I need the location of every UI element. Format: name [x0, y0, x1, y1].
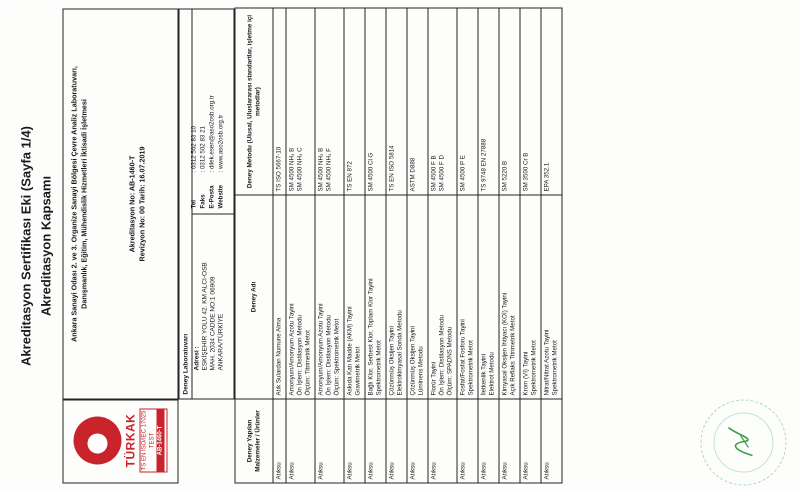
turkak-emblem-icon [73, 416, 121, 464]
logo-band [139, 408, 167, 472]
table-row [428, 8, 457, 483]
material-cell: Atıksu [541, 399, 562, 483]
table-row [457, 8, 478, 483]
material-cell: Atıksu [520, 399, 541, 483]
table-row [541, 8, 562, 483]
test-line: Kimyasal Oksijen İhtiyacı (KOİ) Tayini [501, 292, 508, 395]
test-line: Açık Reflaks Titrimetrik Metot [509, 314, 516, 395]
method-cell [386, 8, 407, 195]
material-cell: Atıksu [273, 399, 286, 483]
method-line: SM 4500 NH₃ C [296, 146, 303, 191]
method-cell [457, 8, 478, 195]
accreditation-info [127, 13, 147, 394]
test-cell [478, 195, 499, 399]
method-line: EPA 352.1 [543, 162, 550, 191]
method-cell [428, 8, 457, 195]
method-cell [520, 8, 541, 195]
header-material: Deney Yapılan Malzemeler / Ürünler [235, 399, 273, 483]
test-line: Ön İşlem: Distilasyon Metodu [325, 314, 332, 395]
test-cell [344, 195, 365, 399]
method-line: SM 3500 Cr B [522, 152, 529, 191]
signature-icon [722, 421, 762, 461]
test-line: Çözünmüş Oksijen Tayini [409, 325, 416, 395]
test-line: Ölçüm: SPADNS Metodu [446, 326, 453, 395]
table-row [478, 8, 499, 483]
method-cell [541, 8, 562, 195]
test-line: Çözünmüş Oksijen Tayini [388, 325, 395, 395]
method-line: SM 4500 NH₃ F [325, 147, 332, 191]
method-line: SM 4500 F D [438, 154, 445, 191]
test-line: Bağlı Klor, Serbest Klor, Toplam Klor Tayini [367, 277, 374, 395]
method-cell [365, 8, 386, 195]
table-row [273, 8, 286, 483]
test-cell [386, 195, 407, 399]
material-cell: Atıksu [365, 399, 386, 483]
test-cell [407, 195, 428, 399]
test-line: Ön İşlem: Distilasyon Metodu [296, 314, 303, 395]
test-line: Gravimetrik Metot [354, 346, 361, 395]
organization-name [69, 13, 89, 394]
method-cell [273, 8, 286, 195]
test-cell [457, 195, 478, 399]
table-row [407, 8, 428, 483]
test-line: Amonyum/Amonyum Azotu Tayini [288, 302, 295, 395]
method-cell [315, 8, 344, 195]
test-line: Ölçüm: Titrimetrik Metot [304, 329, 311, 395]
organization-name-line: Ankara Sanayi Odası 2. ve 3. Organize Sanayi Bölgesi Çevre Analiz Laboratuvarı, [69, 65, 78, 342]
test-cell [541, 195, 562, 399]
table-row [365, 8, 386, 483]
lab-info-box [178, 8, 234, 399]
scope-table [234, 7, 562, 483]
table-row [499, 8, 520, 483]
test-line: Spektrometrik Metot [375, 339, 382, 395]
lab-type-label: Deney Laboratuvarı [182, 333, 189, 394]
table-row [286, 8, 315, 483]
method-line: SM 4500 Cl G [367, 152, 374, 191]
method-line: SM 4500 NH₃ B [317, 147, 324, 191]
lab-address [201, 220, 225, 370]
contact-info [189, 95, 225, 208]
document-title: Akreditasyon Sertifikası Eki (Sayfa 1/4) [18, 125, 33, 366]
method-line: SM 5220 B [501, 160, 508, 191]
contact-row: E-Posta: dilek.esen@aso2osb.org.tr [208, 94, 215, 208]
logo-box [62, 399, 178, 483]
address-line: ESKİŞEHİR YOLU 42. KM ALCI-OSB [201, 261, 208, 370]
method-line: TS EN ISO 5814 [388, 144, 395, 191]
contact-row: Faks: 0312 502 83 21 [199, 125, 206, 208]
test-cell [520, 195, 541, 399]
method-line: TS 9748 EN 27888 [480, 138, 487, 191]
material-cell: Atıksu [407, 399, 428, 483]
test-line: Fosfat/Fosfat Fosforu Tayini [459, 318, 466, 395]
turkak-logo [73, 406, 169, 474]
logo-name: TÜRKAK [123, 413, 137, 467]
method-cell [407, 8, 428, 195]
method-cell [478, 8, 499, 195]
test-line: Askıda Katı Madde (AKM) Tayini [346, 306, 353, 395]
header-test: Deney Adı [235, 195, 273, 399]
organization-box [62, 8, 178, 399]
method-cell [344, 8, 365, 195]
address-line: ANKARA/TÜRKİYE [217, 313, 224, 370]
test-cell [273, 195, 286, 399]
method-line: TS ISO 5667-10 [275, 146, 282, 191]
test-line: Spektrometrik Metot [467, 339, 474, 395]
accreditation-number: Akreditasyon No: AB-1460-T [127, 155, 136, 252]
method-line: SM 4500 NH₃ B [288, 147, 295, 191]
material-cell: Atıksu [286, 399, 315, 483]
test-line: Spektrometrik Metot [551, 339, 558, 395]
table-row [386, 8, 407, 483]
test-line: Elektrokimyasal Sonda Metodu [396, 309, 403, 395]
header-method: Deney Metodu (Ulusal, Uluslararası standartlar, işletme içi metodlar) [235, 8, 273, 195]
test-cell [365, 195, 386, 399]
address-line: MAH. 2034 CADDE NO:1 06909 [209, 276, 216, 370]
test-line: Ölçüm: Spektrometrik Metot [333, 318, 340, 395]
logo-type: TEST [149, 432, 155, 448]
material-cell: Atıksu [428, 399, 457, 483]
test-cell [499, 195, 520, 399]
organization-name-line: Danışmanlık, Eğitim, Mühendislik Hizmetleri İktisadi İşletmesi [79, 98, 88, 309]
material-cell: Atıksu [478, 399, 499, 483]
test-line: Lüminens Metodu [417, 345, 424, 395]
test-line: Elektrot Metodu [488, 351, 495, 395]
contact-row: Website: www.aso2osb.org.tr [217, 114, 224, 208]
method-cell [499, 8, 520, 195]
logo-standard: TS EN ISO/IEC 17025 [141, 410, 147, 470]
revision-info: Revizyon No: 00 Tarih: 16.07.2019 [137, 146, 146, 261]
document-subtitle: Akreditasyon Kapsamı [38, 175, 53, 316]
contact-row: Tel: 0312 502 83 10 [190, 125, 197, 208]
table-row [520, 8, 541, 483]
table-row [344, 8, 365, 483]
test-cell [286, 195, 315, 399]
method-line: TS EN 872 [346, 160, 353, 191]
test-cell [315, 195, 344, 399]
test-line: Amonyum/Amonyum Azotu Tayini [317, 302, 324, 395]
test-cell [428, 195, 457, 399]
logo-accreditation-no: AB-1460-T [156, 409, 164, 471]
material-cell: Atıksu [315, 399, 344, 483]
test-line: Florür Tayini [430, 361, 437, 395]
test-line: Atık Sulardan Numune Alma [275, 317, 282, 395]
address-label: Adresi : [193, 345, 200, 370]
test-line: Spektrometrik Metot [530, 339, 537, 395]
table-header-row [235, 8, 273, 483]
table-row [315, 8, 344, 483]
test-line: Nitrat/Nitrat Azotu Tayini [543, 329, 550, 395]
test-line: Ön İşlem: Distilasyon Metodu [438, 314, 445, 395]
material-cell: Atıksu [499, 399, 520, 483]
method-line: SM 4500 P E [459, 154, 466, 191]
test-line: Krom (VI) Tayini [522, 351, 529, 395]
material-cell: Atıksu [386, 399, 407, 483]
test-line: İletkenlik Tayini [480, 353, 487, 395]
material-cell: Atıksu [457, 399, 478, 483]
method-line: SM 4500 F B [430, 154, 437, 191]
method-line: ASTM D888 [409, 157, 416, 191]
method-cell [286, 8, 315, 195]
material-cell: Atıksu [344, 399, 365, 483]
divider [191, 213, 233, 214]
